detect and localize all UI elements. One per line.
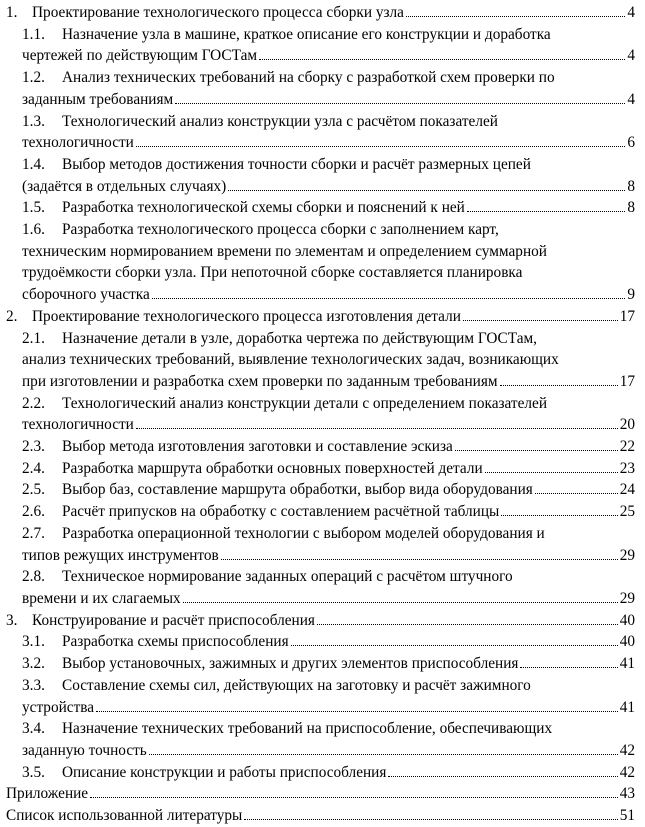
toc-entry-number: 2.8. [22,568,45,586]
toc-entry-title: заданную точность [22,741,147,759]
toc-entry-title: сборочного участка [22,286,150,304]
toc-entry [6,458,635,480]
toc-entry [6,675,635,718]
toc-page-number: 42 [619,763,635,781]
toc-entry [6,306,635,328]
toc-entry [6,610,635,632]
toc-entry [6,393,635,436]
toc-entry-line [6,458,635,480]
toc-entry [6,197,635,219]
toc-entry-number: 1.4. [22,155,45,173]
toc-entry-number: 1. [6,4,18,21]
toc-entry-line [6,219,635,241]
toc-entry-line [6,262,635,284]
toc-entry-title: Разработка технологического процесса сборки с заполнением карт, [62,221,499,239]
toc-page-number: 22 [619,438,635,456]
toc-entry-number: 2.5. [22,481,45,499]
toc-entry-title: Конструирование и расчёт приспособления [32,611,315,629]
toc-entry-line [6,675,635,697]
toc-entry-number: 2.6. [22,503,45,521]
toc-entry [6,762,635,784]
toc-entry-title: Проектирование технологического процесса изготовления детали [32,307,461,325]
toc-page-number: 29 [619,589,635,607]
toc-entry-title: Назначение узла в машине, краткое описание его конструкции и доработка [62,25,551,43]
toc-entry-number: 2.3. [22,438,45,456]
toc-leader-dots [136,146,625,147]
toc-entry [6,631,635,653]
toc-entry-title: трудоёмкости сборки узла. При непоточной сборке составляется планировка [22,264,523,282]
toc-entry-line [6,328,635,350]
toc-entry-line [6,393,635,415]
toc-entry-line [6,67,635,89]
toc-entry-title: Разработка схемы приспособления [62,633,289,651]
toc-entry [6,24,635,67]
toc-entry-line [6,2,635,24]
toc-leader-dots [455,450,618,451]
toc-entry-title: Техническое нормирование заданных операций с расчётом штучного [62,568,513,586]
toc-entry-line [6,45,635,67]
toc-entry-title: Разработка маршрута обработки основных поверхностей детали [62,459,483,477]
toc-entry-number: 2.1. [22,329,45,347]
toc-leader-dots [388,776,617,777]
toc-page-number: 41 [619,655,635,673]
toc-leader-dots [463,320,618,321]
toc-leader-dots [96,711,618,712]
toc-entry [6,805,635,827]
toc-entry-line [6,762,635,784]
toc-page-number: 41 [619,698,635,716]
toc-leader-dots [175,103,625,104]
toc-entry-title: Разработка операционной технологии с выбором моделей оборудования и [62,524,545,542]
toc-entry-title: типов режущих инструментов [22,546,219,564]
toc-page-number: 8 [627,199,635,217]
toc-entry-title: Список использованной литературы [6,807,243,825]
toc-leader-dots [520,667,617,668]
toc-entry [6,653,635,675]
toc-entry-line [6,740,635,762]
toc-entry-title: Выбор методов достижения точности сборки и расчёт размерных цепей [62,155,531,173]
toc-page-number: 51 [619,807,635,825]
toc-entry-line [6,154,635,176]
toc-entry-line [6,111,635,133]
toc-entry-title: технологичности [22,416,134,434]
toc-entry-number: 1.6. [22,221,45,239]
toc-entry-line [6,284,635,306]
toc-entry-title: чертежей по действующим ГОСТам [22,47,258,65]
toc-entry-number: 3. [6,611,18,629]
toc-entry-line [6,805,635,827]
toc-entry-number: 1.2. [22,69,45,87]
toc-entry [6,328,635,393]
toc-entry-line [6,371,635,393]
toc-page-number: 4 [627,90,635,108]
toc-entry-line [6,610,635,632]
toc-entry-line [6,783,635,805]
toc-entry-number: 1.5. [22,199,45,217]
toc-entry-title: Разработка технологической схемы сборки и пояснений к ней [62,199,465,217]
toc-leader-dots [221,559,618,560]
toc-page-number: 25 [619,503,635,521]
toc-entry-title: Проектирование технологического процесса сборки узла [32,4,404,21]
toc-entry-title: анализ технических требований, выявление технологических задач, возникающих [22,351,559,369]
toc-entry [6,2,635,24]
toc-entry [6,718,635,761]
toc-page-number: 43 [619,785,635,803]
toc-entry-title: техническим нормированием времени по элементам и определением суммарной [22,242,547,260]
toc-entry-title: Технологический анализ конструкции узла с расчётом показателей [62,112,498,130]
toc-leader-dots [467,211,625,212]
toc-entry-line [6,241,635,263]
toc-page-number: 8 [627,177,635,195]
toc-entry-line [6,306,635,328]
toc-entry-title: Составление схемы сил, действующих на заготовку и расчёт зажимного [62,676,531,694]
toc-page-number: 40 [619,633,635,651]
toc-entry-number: 1.1. [22,25,45,43]
toc-entry-number: 1.3. [22,112,45,130]
toc-entry-number: 3.2. [22,655,45,673]
toc-entry-title: Назначение технических требований на приспособление, обеспечивающих [62,720,553,738]
toc-entry-line [6,631,635,653]
toc-leader-dots [228,190,625,191]
toc-entry-title: Выбор установочных, зажимных и других элементов приспособления [62,655,519,673]
toc-entry-title: Технологический анализ конструкции детали с определением показателей [62,394,548,412]
toc-entry-line [6,588,635,610]
toc-page-number: 4 [627,4,635,21]
toc-entry-title: (задаётся в отдельных случаях) [22,177,227,195]
toc-entry-line [6,501,635,523]
toc-leader-dots [259,59,625,60]
toc-leader-dots [501,515,617,516]
toc-leader-dots [406,16,625,17]
toc-page-number: 9 [627,286,635,304]
toc-entry-line [6,545,635,567]
toc-entry-title: времени и их слагаемых [22,589,181,607]
toc-entry-title: Приложение [6,785,89,803]
toc-entry [6,111,635,154]
toc-page-number: 29 [619,546,635,564]
toc-entry-title: устройства [22,698,95,716]
toc-leader-dots [500,385,618,386]
toc-entry [6,436,635,458]
toc-entry-number: 2.4. [22,459,45,477]
toc-leader-dots [485,472,618,473]
toc-entry [6,67,635,110]
toc-entry-line [6,414,635,436]
toc-page-number: 20 [619,416,635,434]
toc-entry-title: технологичности [22,134,134,152]
toc-entry-number: 3.5. [22,763,45,781]
toc-entry-line [6,197,635,219]
toc-leader-dots [136,428,618,429]
toc-entry-line [6,718,635,740]
toc-entry-title: Выбор баз, составление маршрута обработки, выбор вида оборудования [62,481,533,499]
toc-entry-line [6,349,635,371]
toc-entry-line [6,436,635,458]
toc-entry-title: Расчёт припусков на обработку с составлением расчётной таблицы [62,503,500,521]
toc-entry-line [6,523,635,545]
toc-entry-title: Выбор метода изготовления заготовки и составление эскиза [62,438,453,456]
toc-entry-line [6,132,635,154]
toc-entry-title: Назначение детали в узле, доработка чертежа по действующим ГОСТам, [62,329,538,347]
toc-page-number: 6 [627,134,635,152]
toc-entry-title: заданным требованиям [22,90,174,108]
toc-entry [6,219,635,306]
toc-leader-dots [152,298,626,299]
toc-entry-number: 2.7. [22,524,45,542]
toc-entry-line [6,24,635,46]
toc-leader-dots [149,754,618,755]
toc-entry-line [6,697,635,719]
toc-entry-number: 2.2. [22,394,45,412]
toc-entry-line [6,653,635,675]
toc-entry [6,154,635,197]
toc-page-number: 17 [619,307,635,325]
toc-entry [6,523,635,566]
toc-leader-dots [244,819,617,820]
toc-entry-title: Анализ технических требований на сборку с разработкой схем проверки по [62,69,555,87]
toc-entry [6,501,635,523]
toc-entry-line [6,89,635,111]
toc-entry-number: 3.1. [22,633,45,651]
toc-leader-dots [291,645,618,646]
toc-entry-line [6,176,635,198]
toc-leader-dots [183,602,618,603]
toc-page-number: 23 [619,459,635,477]
toc-leader-dots [90,797,618,798]
toc-entry-number: 3.3. [22,676,45,694]
toc-entry [6,783,635,805]
toc-page-number: 17 [619,372,635,390]
toc-leader-dots [317,624,618,625]
toc-page-number: 4 [627,47,635,65]
toc-page-number: 40 [619,611,635,629]
toc-page-number: 42 [619,741,635,759]
toc-entry [6,566,635,609]
toc-page-number: 24 [619,481,635,499]
toc-entry-number: 2. [6,307,18,325]
toc-entry-title: при изготовлении и разработка схем проверки по заданным требованиям [22,372,498,390]
toc-entry-title: Описание конструкции и работы приспособления [62,763,387,781]
toc-leader-dots [535,493,618,494]
toc-entry-line [6,566,635,588]
toc-entry-line [6,479,635,501]
toc-entry [6,479,635,501]
toc-entry-number: 3.4. [22,720,45,738]
